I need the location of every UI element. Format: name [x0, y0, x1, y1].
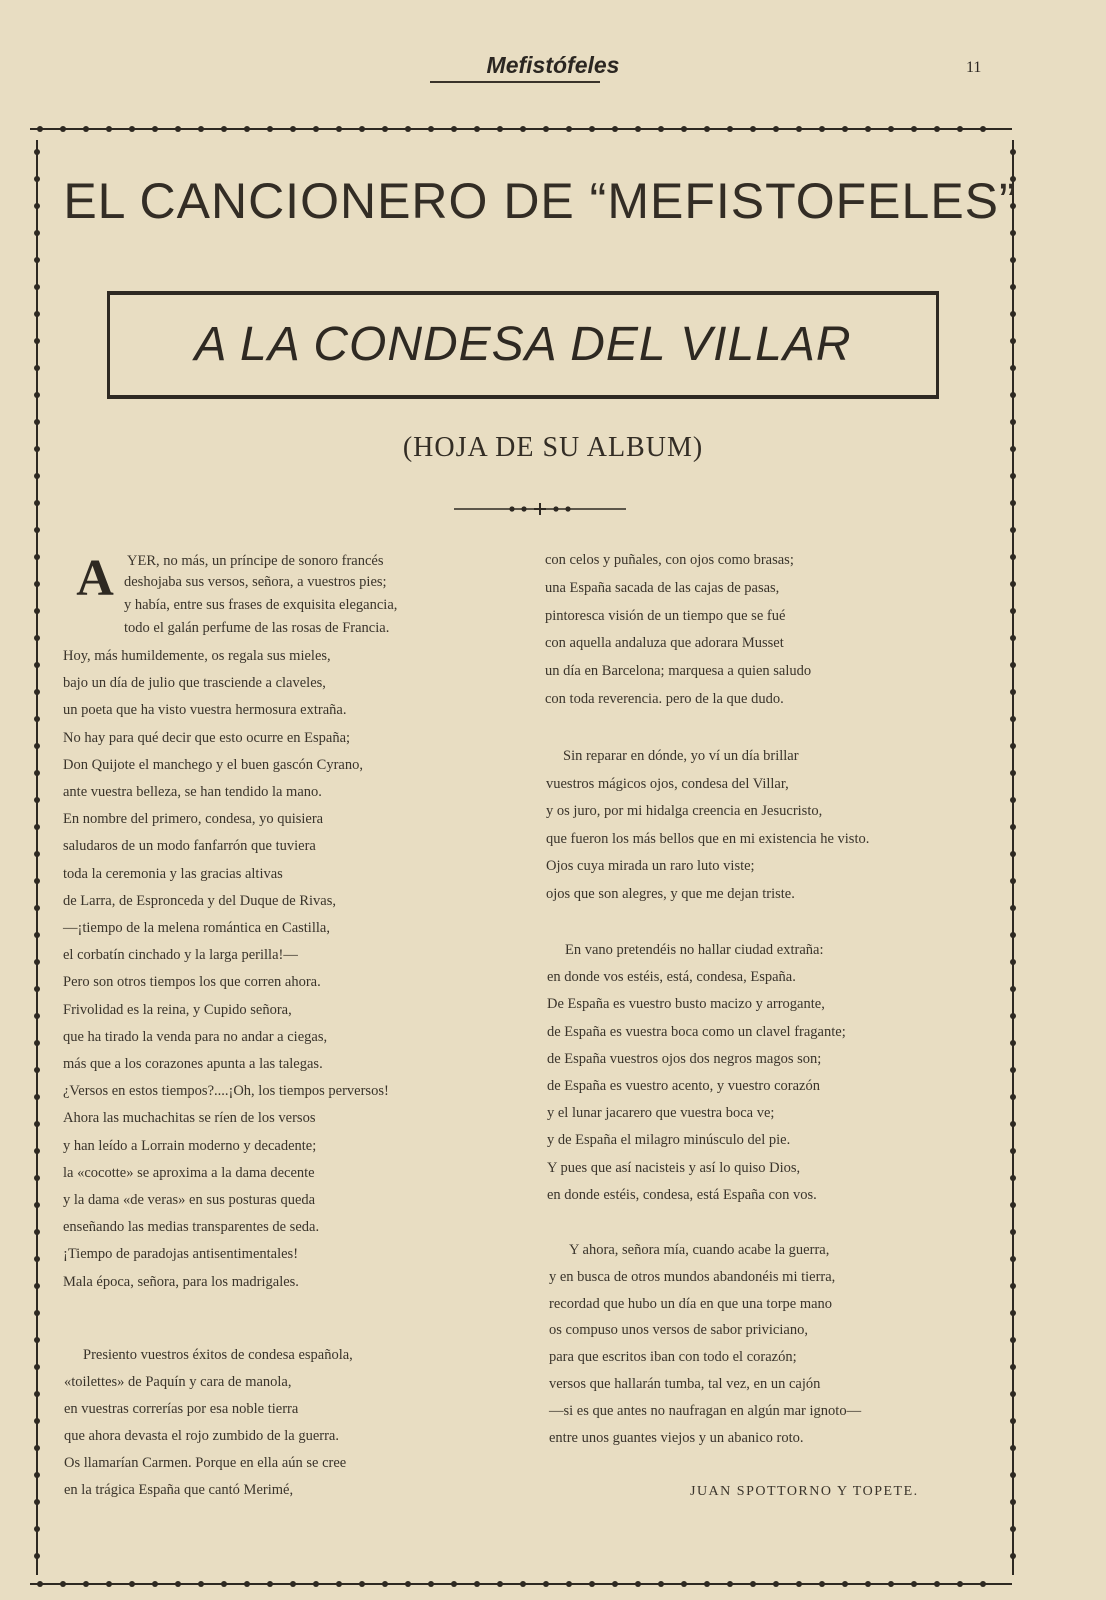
- poem-line: de España es vuestro acento, y vuestro corazón: [547, 1078, 820, 1094]
- border-dot: [1010, 257, 1016, 263]
- poem-line: entre unos guantes viejos y un abanico roto.: [549, 1429, 804, 1446]
- border-dot: [1010, 284, 1016, 290]
- border-dot: [750, 1581, 756, 1587]
- border-dot: [658, 126, 664, 132]
- border-dot: [612, 1581, 618, 1587]
- poem-line: y había, entre sus frases de exquisita elegancia,: [124, 597, 398, 613]
- border-dot: [911, 1581, 917, 1587]
- poem-line: de España vuestros ojos dos negros magos son;: [547, 1050, 822, 1067]
- border-dot: [589, 1581, 595, 1587]
- border-dot: [382, 126, 388, 132]
- border-dot: [727, 1581, 733, 1587]
- poem-line: y de España el milagro minúsculo del pie.: [547, 1132, 791, 1149]
- border-dot: [34, 554, 40, 560]
- poem-line: saludaros de un modo fanfarrón que tuviera: [63, 838, 316, 855]
- poem-line: enseñando las medias transparentes de seda.: [63, 1219, 320, 1236]
- border-dot: [34, 878, 40, 884]
- border-dot: [34, 1418, 40, 1424]
- border-dot: [152, 1581, 158, 1587]
- border-dot: [474, 1581, 480, 1587]
- border-dot: [1010, 392, 1016, 398]
- poem-line: Hoy, más humildemente, os regala sus mieles,: [63, 648, 331, 664]
- border-dot: [543, 1581, 549, 1587]
- poem-line: ¿Versos en estos tiempos?....¡Oh, los tiempos perversos!: [63, 1083, 389, 1100]
- poem-line: bajo un día de julio que trasciende a claveles,: [63, 675, 326, 692]
- border-dot: [1010, 338, 1016, 344]
- border-dot: [1010, 149, 1016, 155]
- border-dot: [313, 1581, 319, 1587]
- border-dot: [1010, 878, 1016, 884]
- border-dot: [34, 1148, 40, 1154]
- border-dot: [34, 1094, 40, 1100]
- border-dot: [888, 1581, 894, 1587]
- poem-line: ante vuestra belleza, se han tendido la mano.: [63, 784, 322, 800]
- border-dot: [37, 126, 43, 132]
- border-dot: [34, 1256, 40, 1262]
- border-dot: [129, 126, 135, 132]
- border-dot: [1010, 1202, 1016, 1208]
- border-dot: [497, 126, 503, 132]
- poem-line: Y ahora, señora mía, cuando acabe la guerra,: [569, 1242, 830, 1258]
- border-dot: [428, 1581, 434, 1587]
- border-dot: [34, 527, 40, 533]
- border-dot: [359, 126, 365, 132]
- poem-line: recordad que hubo un día en que una torpe mano: [549, 1295, 833, 1312]
- border-dot: [1010, 1148, 1016, 1154]
- border-dot: [1010, 473, 1016, 479]
- border-dot: [34, 608, 40, 614]
- border-dot: [888, 126, 894, 132]
- poem-line: Ojos cuya mirada un raro luto viste;: [546, 858, 755, 874]
- border-dot: [1010, 1337, 1016, 1343]
- poem-line: Don Quijote el manchego y el buen gascón Cyrano,: [63, 756, 363, 773]
- border-dot: [34, 473, 40, 479]
- border-dot: [34, 257, 40, 263]
- border-dot: [704, 1581, 710, 1587]
- border-dot: [34, 1337, 40, 1343]
- poem-line: Presiento vuestros éxitos de condesa española,: [83, 1347, 353, 1363]
- border-dot: [1010, 311, 1016, 317]
- poem-line: todo el galán perfume de las rosas de Francia.: [124, 620, 390, 636]
- border-dot: [1010, 1256, 1016, 1262]
- border-dot: [1010, 1310, 1016, 1316]
- border-dot: [474, 126, 480, 132]
- border-dot: [34, 1445, 40, 1451]
- border-dot: [34, 1364, 40, 1370]
- border-dot: [773, 1581, 779, 1587]
- poem-line: En vano pretendéis no hallar ciudad extraña:: [565, 942, 824, 958]
- border-dot: [497, 1581, 503, 1587]
- border-dot: [34, 716, 40, 722]
- border-dot: [34, 1067, 40, 1073]
- poem-line: que ha tirado la venda para no andar a ciegas,: [63, 1028, 328, 1045]
- border-dot: [34, 1472, 40, 1478]
- border-dot: [566, 1581, 572, 1587]
- border-dot: [704, 126, 710, 132]
- poem-line: —¡tiempo de la melena romántica en Castilla,: [63, 920, 330, 936]
- border-dot: [957, 126, 963, 132]
- border-dot: [34, 689, 40, 695]
- border-dot: [267, 1581, 273, 1587]
- border-dot: [34, 851, 40, 857]
- border-dot: [1010, 824, 1016, 830]
- border-dot: [1010, 1283, 1016, 1289]
- border-dot: [1010, 986, 1016, 992]
- border-dot: [589, 126, 595, 132]
- border-dot: [198, 126, 204, 132]
- border-dot: [313, 126, 319, 132]
- poem-line: ¡Tiempo de paradojas antisentimentales!: [63, 1246, 299, 1263]
- border-dot: [106, 126, 112, 132]
- border-dot: [1010, 851, 1016, 857]
- border-dot: [658, 1581, 664, 1587]
- poem-line: toda la ceremonia y las gracias altivas: [63, 865, 283, 882]
- border-dot: [34, 1229, 40, 1235]
- border-dot: [1010, 1445, 1016, 1451]
- border-dot: [34, 1553, 40, 1559]
- border-dot: [1010, 1067, 1016, 1073]
- border-dot: [1010, 1553, 1016, 1559]
- border-dot: [865, 1581, 871, 1587]
- border-dot: [1010, 1121, 1016, 1127]
- poem-title: A LA CONDESA DEL VILLAR: [194, 318, 852, 371]
- poem-line: —si es que antes no naufragan en algún mar ignoto—: [549, 1402, 862, 1419]
- border-dot: [34, 635, 40, 641]
- border-dot: [980, 1581, 986, 1587]
- author-signature: JUAN SPOTTORNO Y TOPETE.: [690, 1484, 919, 1499]
- border-dot: [34, 338, 40, 344]
- poem-line: más que a los corazones apunta a las talegas.: [63, 1056, 323, 1072]
- border-dot: [290, 1581, 296, 1587]
- poem-line: No hay para qué decir que esto ocurre en España;: [63, 729, 351, 746]
- border-dot: [34, 1121, 40, 1127]
- border-dot: [34, 392, 40, 398]
- border-dot: [1010, 959, 1016, 965]
- border-dot: [1010, 608, 1016, 614]
- border-dot: [1010, 554, 1016, 560]
- border-dot: [34, 230, 40, 236]
- poem-line: de Larra, de Espronceda y del Duque de Rivas,: [63, 892, 336, 909]
- border-dot: [34, 149, 40, 155]
- border-dot: [1010, 419, 1016, 425]
- border-dot: [865, 126, 871, 132]
- poem-line: os compuso unos versos de sabor priviciano,: [549, 1322, 808, 1339]
- border-dot: [1010, 932, 1016, 938]
- border-dot: [566, 126, 572, 132]
- border-dot: [1010, 365, 1016, 371]
- border-dot: [520, 1581, 526, 1587]
- border-dot: [34, 824, 40, 830]
- border-dot: [60, 1581, 66, 1587]
- border-dot: [359, 1581, 365, 1587]
- border-dot: [83, 1581, 89, 1587]
- poem-line: Y pues que así nacisteis y así lo quiso Dios,: [547, 1159, 801, 1176]
- border-dot: [957, 1581, 963, 1587]
- section-title: EL CANCIONERO DE “MEFISTOFELES”: [63, 173, 1017, 229]
- border-dot: [290, 126, 296, 132]
- poem-line: ojos que son alegres, y que me dejan triste.: [546, 885, 795, 902]
- poem-line: para que escritos iban con todo el corazón;: [549, 1349, 797, 1366]
- poem-line: que ahora devasta el rojo zumbido de la guerra.: [64, 1428, 339, 1444]
- border-dot: [221, 126, 227, 132]
- border-dot: [681, 126, 687, 132]
- border-dot: [451, 1581, 457, 1587]
- border-dot: [980, 126, 986, 132]
- border-dot: [796, 1581, 802, 1587]
- poem-line: Ahora las muchachitas se ríen de los versos: [63, 1110, 316, 1127]
- border-dot: [34, 1283, 40, 1289]
- poem-line: deshojaba sus versos, señora, a vuestros pies;: [124, 574, 387, 590]
- poem-line: Sin reparar en dónde, yo ví un día brillar: [563, 748, 799, 764]
- border-dot: [911, 126, 917, 132]
- border-dot: [34, 1526, 40, 1532]
- divider-ornament: [450, 500, 630, 520]
- border-dot: [34, 986, 40, 992]
- poem-line: versos que hallarán tumba, tal vez, en un cajón: [549, 1376, 821, 1392]
- poem-line: un día en Barcelona; marquesa a quien saludo: [545, 663, 812, 680]
- border-dot: [1010, 527, 1016, 533]
- poem-line: el corbatín cinchado y la larga perilla!—: [63, 947, 298, 964]
- border-dot: [1010, 797, 1016, 803]
- border-dot: [198, 1581, 204, 1587]
- poem-line: Mala época, señora, para los madrigales.: [63, 1273, 299, 1290]
- border-dot: [34, 797, 40, 803]
- border-dot: [773, 126, 779, 132]
- border-dot: [267, 126, 273, 132]
- border-dot: [1010, 1229, 1016, 1235]
- poem-line: con aquella andaluza que adorara Musset: [545, 635, 784, 652]
- border-dot: [382, 1581, 388, 1587]
- border-dot: [244, 1581, 250, 1587]
- border-dot: [34, 500, 40, 506]
- border-dot: [819, 126, 825, 132]
- poem-line: una España sacada de las cajas de pasas,: [545, 579, 780, 596]
- poem-line: con toda reverencia. pero de la que dudo.: [545, 691, 784, 707]
- border-dot: [175, 1581, 181, 1587]
- border-dot: [934, 1581, 940, 1587]
- border-dot: [1010, 905, 1016, 911]
- poem-line: en la trágica España que cantó Merimé,: [64, 1482, 294, 1498]
- border-dot: [796, 126, 802, 132]
- border-dot: [405, 126, 411, 132]
- border-dot: [543, 126, 549, 132]
- border-dot: [1010, 1364, 1016, 1370]
- border-dot: [1010, 1094, 1016, 1100]
- border-dot: [1010, 1391, 1016, 1397]
- border-dot: [244, 126, 250, 132]
- border-dot: [1010, 689, 1016, 695]
- border-dot: [1010, 1526, 1016, 1532]
- border-dot: [1010, 1499, 1016, 1505]
- poem-line: Frivolidad es la reina, y Cupido señora,: [63, 1001, 292, 1018]
- border-dot: [681, 1581, 687, 1587]
- border-dot: [37, 1581, 43, 1587]
- poem-subtitle: (HOJA DE SU ALBUM): [402, 432, 704, 463]
- border-dot: [336, 1581, 342, 1587]
- border-dot: [34, 284, 40, 290]
- border-dot: [1010, 1040, 1016, 1046]
- border-dot: [152, 126, 158, 132]
- border-dot: [612, 126, 618, 132]
- border-dot: [1010, 662, 1016, 668]
- border-dot: [34, 1013, 40, 1019]
- poem-line: en vuestras correrías por esa noble tierra: [64, 1401, 299, 1417]
- border-dot: [34, 1391, 40, 1397]
- poem-line: y en busca de otros mundos abandonéis mi tierra,: [549, 1268, 836, 1285]
- border-dot: [83, 126, 89, 132]
- poem-line: y han leído a Lorrain moderno y decadente;: [63, 1137, 317, 1154]
- border-dot: [1010, 635, 1016, 641]
- border-dot: [175, 126, 181, 132]
- poem-line: la «cocotte» se aproxima a la dama decente: [63, 1164, 315, 1181]
- poem-line: y el lunar jacarero que vuestra boca ve;: [547, 1105, 775, 1122]
- border-dot: [635, 1581, 641, 1587]
- border-dot: [34, 1040, 40, 1046]
- poem-line: de España es vuestra boca como un clavel fragante;: [547, 1023, 846, 1040]
- border-dot: [428, 126, 434, 132]
- border-dot: [221, 1581, 227, 1587]
- border-dot: [1010, 500, 1016, 506]
- border-dot: [34, 419, 40, 425]
- border-dot: [34, 1175, 40, 1181]
- poem-line: y la dama «de veras» en sus posturas queda: [63, 1192, 316, 1208]
- border-dot: [1010, 581, 1016, 587]
- poem-line: De España es vuestro busto macizo y arrogante,: [547, 996, 825, 1013]
- border-dot: [1010, 770, 1016, 776]
- border-dot: [727, 126, 733, 132]
- border-dot: [819, 1581, 825, 1587]
- poem-line: con celos y puñales, con ojos como brasas;: [545, 552, 794, 568]
- poem-line: Os llamarían Carmen. Porque en ella aún se cree: [64, 1455, 347, 1471]
- drop-cap: A: [76, 550, 114, 607]
- border-dot: [34, 365, 40, 371]
- poem-line: En nombre del primero, condesa, yo quisiera: [63, 811, 324, 828]
- border-dot: [451, 126, 457, 132]
- poem-line: «toilettes» de Paquín y cara de manola,: [64, 1374, 292, 1390]
- border-dot: [336, 126, 342, 132]
- poem-line: vuestros mágicos ojos, condesa del Villar,: [546, 775, 789, 792]
- border-dot: [34, 905, 40, 911]
- border-dot: [34, 743, 40, 749]
- border-dot: [34, 1310, 40, 1316]
- border-dot: [34, 1202, 40, 1208]
- poem-line: en donde estéis, condesa, está España con vos.: [547, 1186, 817, 1203]
- poem-line: YER, no más, un príncipe de sonoro francés: [127, 553, 384, 569]
- border-dot: [34, 932, 40, 938]
- border-dot: [1010, 1472, 1016, 1478]
- border-dot: [34, 581, 40, 587]
- magazine-title: Mefistófeles: [486, 52, 620, 78]
- border-dot: [34, 770, 40, 776]
- border-dot: [34, 959, 40, 965]
- border-dot: [842, 126, 848, 132]
- border-dot: [750, 126, 756, 132]
- border-dot: [34, 1499, 40, 1505]
- border-dot: [934, 126, 940, 132]
- border-dot: [106, 1581, 112, 1587]
- border-dot: [34, 311, 40, 317]
- border-dot: [1010, 230, 1016, 236]
- border-dot: [842, 1581, 848, 1587]
- border-dot: [520, 126, 526, 132]
- page-number: 11: [966, 59, 982, 76]
- border-dot: [1010, 1175, 1016, 1181]
- poem-line: y os juro, por mi hidalga creencia en Jesucristo,: [546, 803, 823, 819]
- border-dot: [1010, 1013, 1016, 1019]
- poem-line: pintoresca visión de un tiempo que se fué: [545, 607, 786, 624]
- poem-line: un poeta que ha visto vuestra hermosura extraña.: [63, 702, 347, 719]
- border-dot: [1010, 1418, 1016, 1424]
- border-dot: [60, 126, 66, 132]
- poem-title-box: [107, 291, 939, 399]
- border-dot: [129, 1581, 135, 1587]
- poem-line: en donde vos estéis, está, condesa, España.: [547, 969, 796, 986]
- poem-line: Pero son otros tiempos los que corren ahora.: [63, 974, 321, 991]
- border-dot: [1010, 716, 1016, 722]
- border-dot: [1010, 743, 1016, 749]
- border-dot: [34, 662, 40, 668]
- poem-line: que fueron los más bellos que en mi existencia he visto.: [546, 830, 870, 847]
- border-dot: [635, 126, 641, 132]
- border-dot: [405, 1581, 411, 1587]
